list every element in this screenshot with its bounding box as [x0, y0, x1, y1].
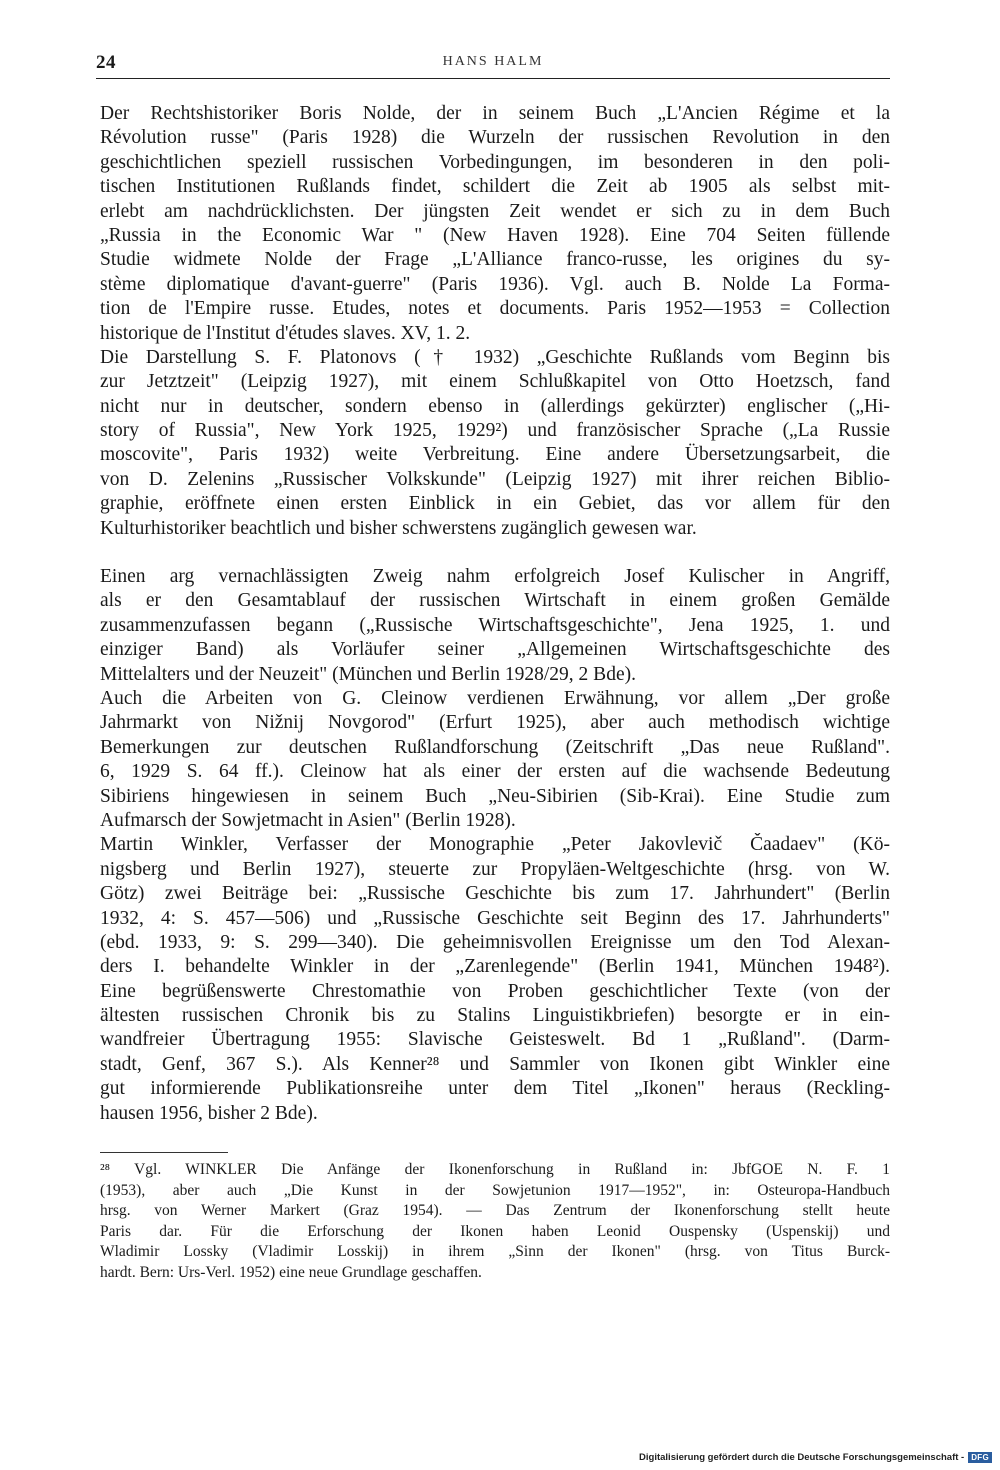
- text-line: von D. Zelenins „Russischer Volkskunde" (Leipzig 1927) mit ihrer reichen Biblio-: [100, 468, 890, 490]
- paragraph-gap: [100, 541, 890, 565]
- footnote-line: hrsg. von Werner Markert (Graz 1954). — Das Zentrum der Ikonenforschung stellt heute: [100, 1202, 890, 1220]
- text-line: Aufmarsch der Sowjetmacht in Asien" (Berlin 1928).: [100, 809, 516, 831]
- text-line: geschichtlichen speziell russischen Vorbedingungen, im besonderen in den poli-: [100, 151, 890, 173]
- text-line: moscovite", Paris 1932) weite Verbreitung. Eine andere Übersetzungsarbeit, die: [100, 444, 890, 466]
- text-line: Studie widmete Nolde der Frage „L'Alliance franco-russe, les origines du sy-: [100, 249, 890, 271]
- text-line: 1932, 4: S. 457—506) und „Russische Geschichte seit Beginn des 17. Jahrhunderts": [100, 907, 890, 929]
- text-line: ältesten russischen Chronik bis zu Stalins Linguistikbriefen) besorgte er in ein-: [100, 1005, 890, 1027]
- credit-text: Digitalisierung gefördert durch die Deutsche Forschungsgemeinschaft -: [639, 1452, 965, 1463]
- text-line: 6, 1929 S. 64 ff.). Cleinow hat als einer der ersten auf die wachsende Bedeutung: [100, 761, 890, 783]
- text-line: einziger Band) als Vorläufer seiner „Allgemeinen Wirtschaftsgeschichte des: [100, 639, 890, 661]
- running-header: [96, 52, 890, 79]
- text-line: historique de l'Institut d'études slaves. XV, 1. 2.: [100, 322, 471, 344]
- text-line: Die Darstellung S. F. Platonovs († 1932) „Geschichte Rußlands vom Beginn bis: [100, 346, 890, 368]
- text-line: Mittelalters und der Neuzeit" (München und Berlin 1928/29, 2 Bde).: [100, 663, 636, 685]
- text-line: Kulturhistoriker beachtlich und bisher schwerstens zugänglich gewesen war.: [100, 517, 697, 539]
- text-line: hausen 1956, bisher 2 Bde).: [100, 1102, 318, 1124]
- text-line: Sibiriens hingewiesen in seinem Buch „Neu-Sibirien (Sib-Krai). Eine Studie zum: [100, 785, 890, 807]
- text-line: wandfreier Übertragung 1955: Slavische Geisteswelt. Bd 1 „Rußland". (Darm-: [100, 1029, 890, 1051]
- text-line: gut informierende Publikationsreihe unter dem Titel „Ikonen" heraus (Reckling-: [100, 1078, 890, 1100]
- text-line: Auch die Arbeiten von G. Cleinow verdienen Erwähnung, vor allem „Der große: [100, 687, 890, 709]
- page-number: 24: [96, 52, 116, 73]
- text-line: zur Jetztzeit" (Leipzig 1927), mit einem Schlußkapitel von Otto Hoetzsch, fand: [100, 371, 890, 393]
- text-line: zusammenzufassen begann („Russische Wirtschaftsgeschichte", Jena 1925, 1. und: [100, 614, 890, 636]
- text-line: Bemerkungen zur deutschen Rußlandforschung (Zeitschrift „Das neue Rußland".: [100, 736, 890, 758]
- footnote-line: Wladimir Lossky (Vladimir Losskij) in ihrem „Sinn der Ikonen" (hrsg. von Titus Burck-: [100, 1243, 890, 1261]
- text-line: ders I. behandelte Winkler in der „Zarenlegende" (Berlin 1941, München 1948²).: [100, 956, 890, 978]
- text-line: Jahrmarkt von Nižnij Novgorod" (Erfurt 1925), aber auch methodisch wichtige: [100, 712, 890, 734]
- text-line: Martin Winkler, Verfasser der Monographie „Peter Jakovlevič Čaadaev" (Kö-: [100, 834, 890, 856]
- text-line: tischen Institutionen Rußlands findet, schildert die Zeit ab 1905 als selbst mit-: [100, 176, 890, 198]
- text-line: Der Rechtshistoriker Boris Nolde, der in seinem Buch „L'Ancien Régime et la: [100, 103, 890, 124]
- text-line: Einen arg vernachlässigten Zweig nahm erfolgreich Josef Kulischer in Angriff,: [100, 566, 890, 588]
- footnote-line: (1953), aber auch „Die Kunst in der Sowjetunion 1917—1952", in: Osteuropa-Handbuch: [100, 1181, 890, 1199]
- text-line: Eine begrüßenswerte Chrestomathie von Proben geschichtlicher Texte (von der: [100, 980, 890, 1002]
- text-line: „Russia in the Economic War " (New Haven 1928). Eine 704 Seiten füllende: [100, 224, 890, 246]
- text-line: Révolution russe" (Paris 1928) die Wurzeln der russischen Revolution in den: [100, 127, 890, 149]
- text-line: erlebt am nachdrücklichsten. Der jüngsten Zeit wendet er sich zu in dem Buch: [100, 200, 890, 222]
- text-line: nicht nur in deutscher, sondern ebenso in (allerdings gekürzter) englischer („Hi-: [100, 395, 890, 417]
- text-line: story of Russia", New York 1925, 1929²) und französischer Sprache („La Russie: [100, 420, 890, 442]
- text-line: stadt, Genf, 367 S.). Als Kenner²⁸ und Sammler von Ikonen gibt Winkler eine: [100, 1053, 890, 1075]
- dfg-logo: DFG: [968, 1452, 992, 1463]
- footnote-line: ²⁸ Vgl. WINKLER Die Anfänge der Ikonenforschung in Rußland in: JbfGOE N. F. 1: [100, 1161, 890, 1178]
- digitization-credit: [639, 1452, 992, 1463]
- footnote-line: hardt. Bern: Urs-Verl. 1952) eine neue Grundlage geschaffen.: [100, 1263, 482, 1281]
- text-line: als er den Gesamtablauf der russischen Wirtschaft in einem großen Gemälde: [100, 590, 890, 612]
- text-line: (ebd. 1933, 9: S. 299—340). Die geheimnisvollen Ereignisse um den Tod Alexan-: [100, 931, 890, 953]
- text-line: tion de l'Empire russe. Etudes, notes et documents. Paris 1952—1953 = Collection: [100, 298, 890, 320]
- text-line: stème diplomatique d'avant-guerre" (Paris 1936). Vgl. auch B. Nolde La Forma-: [100, 273, 890, 295]
- running-head-author: HANS HALM: [442, 54, 544, 69]
- footnote: [100, 1160, 890, 1284]
- body-text: [100, 102, 890, 1126]
- text-line: Götz) zwei Beiträge bei: „Russische Geschichte bis zum 17. Jahrhundert" (Berlin: [100, 883, 890, 905]
- text-line: graphie, eröffnete einen ersten Einblick in ein Gebiet, das vor allem für den: [100, 493, 890, 515]
- footnote-line: Paris dar. Für die Erforschung der Ikonen haben Leonid Ouspensky (Uspenskij) und: [100, 1222, 890, 1240]
- footnote-divider: [100, 1152, 228, 1153]
- text-line: nigsberg und Berlin 1927), steuerte zur Propyläen-Weltgeschichte (hrsg. von W.: [100, 858, 890, 880]
